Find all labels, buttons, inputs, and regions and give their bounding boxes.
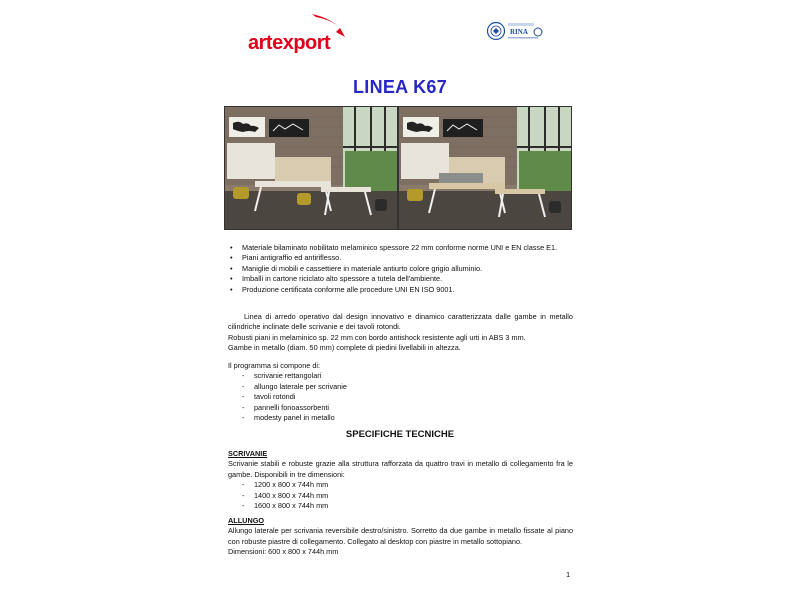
feature-item: • Maniglie di mobili e cassettiere in materiale antiurto colore grigio alluminio. (230, 263, 483, 273)
intro-paragraph-tops: Robusti piani in melaminico sp. 22 mm con bordo antishock resistente agli urti in ABS 3 mm. (228, 332, 526, 342)
feature-item: • Imballi in cartone riciclato alto spessore a tutela dell'ambiente. (230, 274, 443, 284)
dash-icon: - (242, 392, 245, 402)
size-list (228, 480, 573, 511)
brand-name: artexport (248, 32, 331, 54)
feature-item: • Materiale bilaminato nobilitato melaminico spessore 22 mm conforme norme UNI e EN classe E1. (230, 243, 558, 252)
program-intro: Il programma si compone di: (228, 361, 321, 370)
program-item: - modesty panel in metallo (242, 413, 335, 423)
artexport-logo (244, 12, 356, 54)
section-text: Scrivanie stabili e robuste grazie alla struttura rafforzata da quattro travi in metallo di collegamento fra le gambe. Disponibili in tre dimensioni: (228, 459, 573, 479)
intro-paragraph-design: Linea di arredo operativo dal design innovativo e dinamico caratterizzata dalle gambe in metallo cilindriche inclinate delle scrivanie e dei tavoli rotondi. (228, 312, 573, 332)
dash-icon: - (242, 501, 245, 511)
dash-icon: - (242, 480, 245, 490)
bullet-icon: • (230, 284, 233, 294)
bullet-icon: • (230, 243, 233, 252)
program-item: - scrivanie rettangolari (242, 371, 322, 381)
program-item: - tavoli rotondi (242, 392, 296, 402)
program-item: - pannelli fonoassorbenti (242, 402, 330, 412)
size-item: - 1600 x 800 x 744h mm (242, 501, 329, 511)
dash-icon: - (242, 402, 245, 412)
size-item: - 1400 x 800 x 744h mm (242, 490, 329, 500)
dash-icon: - (242, 413, 245, 423)
section-scrivanie (228, 449, 573, 511)
dash-icon: - (242, 381, 245, 391)
page-number: 1 (566, 570, 571, 579)
office-photo-1 (224, 106, 398, 230)
rina-certification-logo (486, 20, 544, 42)
bullet-icon: • (230, 253, 233, 263)
program-list (228, 371, 573, 423)
section-heading: SCRIVANIE (228, 449, 268, 458)
office-photo-2 (398, 106, 572, 230)
feature-item: • Piani antigraffio ed antiriflesso. (230, 253, 342, 263)
bullet-icon: • (230, 274, 233, 284)
bullet-icon: • (230, 263, 233, 273)
section-heading: ALLUNGO (228, 516, 265, 525)
feature-list (230, 243, 557, 295)
feature-item: • Produzione certificata conforme alle procedure UNI EN ISO 9001. (230, 284, 455, 294)
page-title: LINEA K67 (352, 77, 448, 97)
size-item: - 1200 x 800 x 744h mm (242, 480, 329, 490)
cert-name: RINA (510, 28, 528, 36)
spec-heading: SPECIFICHE TECNICHE (345, 429, 455, 440)
office-photo-icon (399, 107, 571, 229)
intro-paragraph-legs: Gambe in metallo (diam. 50 mm) complete di piedini livellabili in altezza. (228, 343, 461, 353)
dash-icon: - (242, 490, 245, 500)
office-photo-icon (225, 107, 397, 229)
intro-description (228, 312, 573, 354)
program-item: - allungo laterale per scrivanie (242, 381, 347, 391)
program-section (228, 361, 573, 423)
dash-icon: - (242, 371, 245, 381)
section-text: Allungo laterale per scrivania reversibile destro/sinistro. Sorretto da due gambe in metallo fissate al piano con robuste piastre di collegamento. Collegato al desktop con piastre in metallo sottopiano. (228, 526, 573, 546)
section-allungo (228, 516, 573, 558)
section-dimensions: Dimensioni: 600 x 800 x 744h mm (228, 547, 339, 557)
